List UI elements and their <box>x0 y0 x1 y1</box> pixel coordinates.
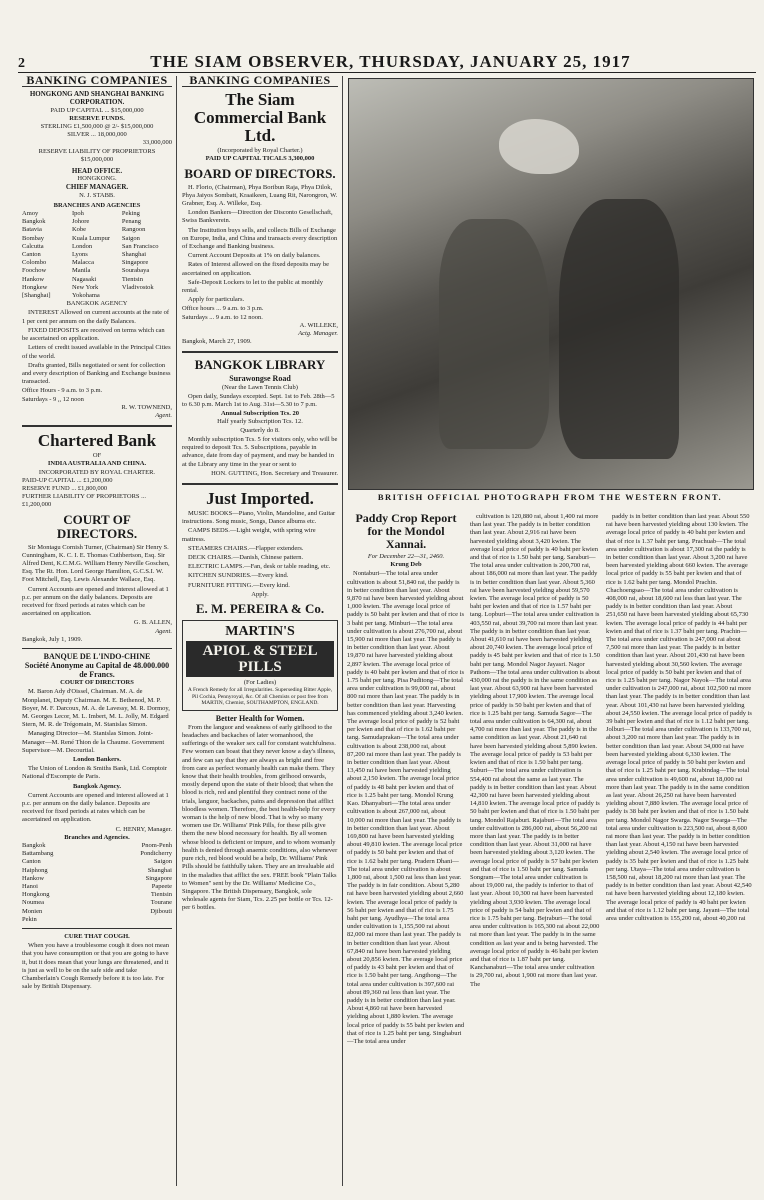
branch-item: Batavia <box>22 226 42 234</box>
branch-row: Monien Djibouti <box>22 907 172 915</box>
branch-item: Kobe <box>71 226 87 234</box>
bank-title: Chartered Bank <box>37 431 157 451</box>
capital-line: FURTHER LIABILITY OF PROPRIETORS ... £1,200,000 <box>22 493 147 509</box>
branches2-list <box>22 842 172 924</box>
agent-name: G. B. ALLEN, <box>133 619 172 627</box>
article-headline: Paddy Crop Report for the Mondol Xannai. <box>355 512 457 551</box>
column-paddy-3 <box>606 512 752 1188</box>
bank-sub: OF <box>92 452 102 460</box>
masthead <box>18 50 756 73</box>
column-paddy-1 <box>347 512 465 1188</box>
bank-region: INDIA AUSTRALIA AND CHINA. <box>47 460 147 468</box>
board-directors: H. Florio, (Chairman), Phya Boribun Raja, Phya Dilok, Phya Jaiyos Sombatt, Kraaikeen, Luang Rit, Narongron, W. Grabner, Esq. A. Willeke, Esq. <box>182 183 338 208</box>
pills-ad <box>182 620 338 711</box>
court-directors: Sir Montagu Cornish Turner, (Chairman) Sir Henry S. Cunningham, K. C. I. E. Thomas Cuthbertson, Esq. Sir Alfred Dent, K.C.M.G. William Henry Neville Goschen, Esq. The Rt. Hon. Lord George Hamilton, G.C.S.I. W. Foot Mitchell, Esq. Lewis Alexander Wallace, Esq. <box>22 543 170 584</box>
branch-row: Battambang Pondicherry <box>22 850 172 858</box>
war-photograph <box>348 78 754 490</box>
column-banking-2 <box>182 76 338 1188</box>
branch-item: Penang <box>121 218 142 226</box>
branch-item: Hongkew <box>22 283 48 291</box>
paid-capital: PAID UP CAPITAL TICALS 3,300,000 <box>205 155 315 163</box>
paragraph: Rates of Interest allowed on the fixed deposits may be ascertained on application. <box>182 261 329 277</box>
branches-title: BRANCHES AND AGENCIES <box>53 201 141 209</box>
branch-item: Vladivostok <box>121 283 154 291</box>
court-title: COURT OF DIRECTORS <box>60 679 134 687</box>
branch-row: Haiphong Shanghai <box>22 866 172 874</box>
column-banking-1 <box>22 76 172 1188</box>
chief-manager-name: N. J. STABB. <box>79 191 115 199</box>
pills-sub: (For Ladies) <box>243 678 277 686</box>
saturday-hours: Saturdays - 9 ,, 12 noon <box>22 395 84 403</box>
paragraph: Letters of credit issued available in the Principal Cities of the world. <box>22 344 171 360</box>
branch-item: Tientsin <box>121 275 143 283</box>
article-body: paddy is in better condition than last year. About 550 rai have been harvested yielding about 130 kwien. The average local price of paddy is 40 baht per kwien and that of rice is 1.37 baht per tang. Prachuab—The total area under cultivation is about 17,300 rai the paddy is in better condition than last year. About 3,200 rai have been harvested yielding about 660 kwien. The average local price of paddy is 55 baht per kwien and that of rice is 1.62 baht per tang. Mondol Prachin. Chachoengsao—The total area under cultivation is 408,000 rai, about 18,600 rai less than last year. The paddy is in better condition than last year. About 251,650 rai have been harvested yielding about 65,730 kwien. The average local price of paddy is 44 baht per kwien and that of rice is 1.37 baht per tang. Prachin—The total area under cultivation is 247,000 rai about 7,500 rai more than last year. The paddy is in better condition than last year. About 201,430 rai have been harvested yielding about 30,560 kwien. The average local price of paddy is 50 baht per kwien and that of rice is 1.25 baht per tang. Nagor Nayok—The total area under cultivation is 247,000 rai, about 102,500 rai more than last year. The paddy is in better condition than last year. About 101,430 rai have been harvested yielding about 24,550 kwien. The average local price of paddy is 39 baht per kwien and that of rice is 1.12 baht per tang. Jolburi—The total area under cultivation is 133,700 rai, about 3,200 rai more than last year. The paddy is in better condition than last year. About 34,000 rai have been harvested yielding about 6,330 kwien. The average local price of paddy is 50 baht per kwien and that of rice is 1.25 baht per tang. Krabindag—The total area under cultivation is 49,600 rai, about 18,000 rai more than last year. The paddy is in the same condition as last year. About 26,250 rai have been harvested yielding about 7,880 kwien. The average local price of paddy is 38 baht per kwien and that of rice is 1.50 baht per tang. Mondol Nagor Swarga. Nagor Swarga—The total area under cultivation is 223,500 rai, about 8,600 rai more than last year. The paddy is in better condition than last year. About 4,150 rai have been harvested yielding about 2,540 kwien. The average local price of paddy is 35 baht per kwien and that of rice is 1.25 baht per tang. Utaya—The total area under cultivation is 158,500 rai, about 18,200 rai more than last year. The paddy is in better condition than last year. About 42,540 rai have been harvested yielding about 12,180 kwien. The average local price of paddy is 40 baht per kwien and that of rice is 1.12 baht per tang. Jayant—The total area under cultivation is 155,200 rai, about 40,200 rai <box>606 513 752 922</box>
branch-row: Hanoi Papeete <box>22 883 172 891</box>
branch-item: New York <box>71 283 99 291</box>
agent-title: Agent. <box>155 627 172 635</box>
board-title: BOARD OF DIRECTORS. <box>184 165 336 181</box>
branch-item: Sourabaya <box>121 267 150 275</box>
branch-item: Singapore <box>121 259 149 267</box>
secretary: HON. GUTTING, Hon. Secretary and Treasurer. <box>211 469 338 477</box>
capital-line: PAID-UP CAPITAL ... £1,200,000 <box>22 476 113 484</box>
column-rule <box>176 76 177 1186</box>
branch-item: San Francisco <box>121 242 159 250</box>
branch-item: Peking <box>121 210 140 218</box>
branch-item: [Shanghai] <box>22 292 51 300</box>
branch-item: Lyons <box>71 251 88 259</box>
paragraph: Apply for particulars. <box>188 296 245 304</box>
branch-item: Hankow <box>22 275 45 283</box>
paragraph: London Bankers—Direction der Disconto Gesellschaft, Swiss Bankverein. <box>182 209 333 225</box>
branches-grid <box>22 210 172 300</box>
newspaper-title: THE SIAM OBSERVER, THURSDAY, JANUARY 25, 1917 <box>150 52 631 71</box>
section-title: Krung Deb <box>390 561 422 569</box>
head-office-city: HONGKONG. <box>77 175 117 183</box>
branch-row: Bangkok Pnom-Penh <box>22 842 172 850</box>
branch-item: Colombo <box>22 259 47 267</box>
agent-name: C. HENRY, Manager. <box>115 825 172 833</box>
article-dateline: For December 22—31, 2460. <box>367 553 445 560</box>
bangkok-agency-label: BANGKOK AGENCY <box>66 300 128 308</box>
item: MUSIC BOOKS—Piano, Violin, Mandoline, and Guitar instructions. Song music, Songs, Dance albums etc. <box>182 509 336 526</box>
company-name: E. M. PEREIRA & Co. <box>195 600 325 616</box>
capital-list <box>22 107 172 164</box>
bank-title: BANQUE DE L'INDO-CHINE <box>43 651 151 661</box>
branch-item: Kuala Lumpur <box>71 234 111 242</box>
subscription-title: Annual Subscription Tcs. 20 <box>220 410 300 418</box>
branches-title: Branches and Agencies. <box>64 833 130 841</box>
paragraph: Drafts granted, Bills negotiated or sent for collection and every description of Banking and Exchange business transacted. <box>22 361 171 386</box>
just-imported-title: Just Imported. <box>206 488 314 508</box>
branch-item: Rangoon <box>121 226 146 234</box>
branch-row: Pekin <box>22 915 37 923</box>
branch-item: Saigon <box>121 234 140 242</box>
column-paddy-2 <box>470 512 600 1188</box>
item: FURNITURE FITTING.—Every kind. <box>188 581 290 589</box>
branch-row: Noumea Tourane <box>22 899 172 907</box>
branch-item: London <box>71 242 93 250</box>
section-header: BANKING COMPANIES <box>182 76 338 87</box>
capital-line: RESERVE FUNDS. <box>69 114 125 122</box>
branch-item: Shanghai <box>121 251 147 259</box>
photo-caption: BRITISH OFFICIAL PHOTOGRAPH FROM THE WESTERN FRONT. <box>377 492 723 502</box>
paragraph: INTEREST Allowed on current accounts at the rate of 1 per cent per annum on the daily Balances. <box>22 309 170 325</box>
branch-item: Johore <box>71 218 90 226</box>
branch-item: Foochow <box>22 267 47 275</box>
pills-text: A French Remedy for all Irregularities. Superseding Bitter Apple, Pil Cochia, Pennyroyal, &c. Of all Chemists or post free from MARTIN, Chemist, SOUTHAMPTON, ENGLAND. <box>187 687 333 707</box>
capital-line: PAID UP CAPITAL ... $15,000,000 <box>50 106 144 114</box>
paragraph: Current Accounts are opened and interest allowed at 1 p.c. per annum on the daily balance. Deposits are received for fixed periods at rates which can be ascertained on application. <box>22 791 169 824</box>
chief-manager-label: CHIEF MANAGER. <box>65 183 129 192</box>
branch-item: Yokohama <box>71 292 100 300</box>
item: CAMPS BEDS.—Light weight, with spring wire mattress. <box>182 527 316 543</box>
branch-item: Nagasaki <box>71 275 97 283</box>
paragraph: FIXED DEPOSITS are received on terms which can be ascertained on application. <box>22 326 165 343</box>
library-sub: Surawongse Road <box>229 374 291 384</box>
article-body: Nontaburi—The total area under cultivation is about 51,840 rai, the paddy is in better condition than last year. About 9,870 rai have been harvested yielding about 1,000 kwien. The average local price of paddy is 50 baht per kwien and that of rice is 3 baht per tang. Minburi—The total area under cultivation is about 276,700 rai, about 15,900 rai more than last year. The paddy is in better condition than last year. About 19,870 rai have harvested yielding about 2,897 kwien. The average local price of paddy is 40 baht per kwien and that of rice is 1.75 baht per tang. Pisa Puditong—The total area under cultivation is 99,000 rai, about 800 rai more than last year. The paddy is in better condition than last year. Harvesting has commenced yielding about 3,240 kwien. The average local price of paddy is 52 baht per kwien and that of rice is 1.62 baht per tang. Samudaprakan—The total area under cultivation is about 238,000 rai, about 87,200 rai more than last year. The paddy is in better condition than last year. About 13,450 rai have been harvested yielding about 2,150 kwien. The average local price of paddy is 48 baht per kwien and that of rice is 1.25 baht per tang. Mondol Krung Kao. Dhanyaburi—The total area under cultivation is about 267,000 rai, about 10,000 rai more than last year. The paddy is in better condition than last year. About 169,800 rai have been harvested yielding about 49,810 kwien. The average local price of paddy is 50 baht per kwien and that of rice is 1.62 baht per tang. Pradern Dhani—The total area under cultivation is about 1,800 rai, about 1,500 rai less than last year. The paddy is in fair condition. About 5,280 rai have been harvested yielding about 2,660 kwien. The average local price of paddy is 56 baht per kwien and that of rice is 1.75 baht per tang. Ayudhya—The total area under cultivation is 1,155,500 rai about 82,000 rai more than last year. The paddy is in better condition than last year. About 67,840 rai have been harvested yielding about 20,856 kwien. The average local price of paddy is 43 baht per kwien and that of rice is 1.50 baht per tang. Angthong—The total area under cultivation is 397,600 rai about 89,360 rai less than last year. The paddy is in better condition than last year. About 4,860 rai have been harvested yielding about 1,880 kwien. The average local price of paddy is 55 baht per kwien and that of rice is 1.25 baht per tang. Singhaburi—The total area under <box>347 570 465 1045</box>
section-header: BANKING COMPANIES <box>22 76 172 87</box>
item: ELECTRIC LAMPS.—Fan, desk or table reading, etc. <box>188 563 331 571</box>
subscription-line: Quarterly do 8. <box>240 426 280 434</box>
column-rule <box>342 76 343 1186</box>
paragraph: Current Accounts are opened and interest allowed at 1 p.c. per annum on the daily balances. Deposits are received for fixed periods at rates which can be ascertained on application. <box>22 585 169 618</box>
library-near: (Near the Lawn Tennis Club) <box>222 383 298 391</box>
library-title: BANGKOK LIBRARY <box>194 357 326 373</box>
capital-line: STERLING £1,500,000 @ 2/- $15,000,000 <box>40 123 154 131</box>
branch-item: Bangkok <box>22 218 46 226</box>
capital-line: RESERVE LIABILITY OF PROPRIETORS $15,000,000 <box>38 147 156 163</box>
article-body: From the languor and weakness of early girlhood to the headaches and backaches of later womanhood, the sufferings of the weaker sex call for constant watchfulness. Few women can boast that they never know a day's illness, and few can say that they are always as bright and free from care as perfect womanly health can make them. They know that their health troubles, from girlhood onwards, mostly depend upon the state of their blood; that when the blood is rich, red and plentiful they contract none of the trials, languor, backaches, pains and depression that afflict bloodless women. Therefore, the best health-help for every woman is the help of new blood. That is why so many women use Dr. Williams' Pink Pills, for these pills give them the new blood necessary for health. By all women whose blood is deficient or impure, and to whom womanly health is denied through anaemic conditions, also whenever pure rich, red blood would be a help, Dr. Williams' Pink Pills should be faithfully taken. They are an invaluable aid in the maladies that afflict the sex. FREE book "Plain Talks to Women" sent by the Dr. Williams' Medicine Co., Singapore. The British Dispensary, Bangkok, sole wholesale agents for Siam, Tcs. 2.25 per bottle or Tcs. 12-per 6 bottles. <box>182 723 338 912</box>
dateline: Bangkok, July 1, 1909. <box>22 635 83 643</box>
head-office-label: HEAD OFFICE. <box>71 167 123 176</box>
court-directors: M. Baron Ady d'Oissel, Chairman. M. A. de Monplanet, Deputy Chairman. M. E. Bethenod, M. P. Boyer, M. F. Darcoux, M. A. de Lavessy, M. R. Dormoy, M. Georges Lecor, M. L. Imbert, M. L. Jolly, M. Edgard Stern, M. R. de Trégomain, M. Stanislas Simon. <box>22 688 170 729</box>
branch-item: Ipoh <box>71 210 84 218</box>
agent-name: A. WILLEKE, <box>299 321 338 329</box>
item: KITCHEN SUNDRIES.—Every kind. <box>188 572 289 580</box>
paragraph: Open daily, Sundays excepted. Sept. 1st to Feb. 28th—5 to 6.30 p.m. March 1st to Aug. 31st—5.30 to 7 p.m. <box>182 392 335 409</box>
office-hours: Office Hours - 9 a.m. to 3 p.m. <box>22 387 103 395</box>
branch-item: Manila <box>71 267 91 275</box>
agent-title: Actg. Manager. <box>298 330 338 338</box>
item: DECK CHAIRS.—Danish, Chinese pattern. <box>188 553 304 561</box>
court-title: COURT OF DIRECTORS. <box>56 511 138 541</box>
bangkok-agency-title: Bangkok Agency. <box>72 782 122 790</box>
apply-label: Apply. <box>251 590 269 598</box>
office-hours: Office hours ... 9 a.m. to 3 p.m. <box>182 305 264 313</box>
paragraph: Safe-Deposit Lockers to let to the public at monthly rental. <box>182 278 324 295</box>
dateline: Bangkok, March 27, 1909. <box>182 338 252 346</box>
pills-brand: MARTIN'S <box>225 623 295 639</box>
cough-text: When you have a troublesome cough it does not mean that you have consumption or that you are going to have it, but it does mean that your lungs are threatened, and it is just as well to be on the safe side and take Chamberlain's Cough Remedy before it is too late. For sale by British Dispensary. <box>22 942 169 991</box>
agent-title: Agent. <box>155 411 172 419</box>
branch-row: Hankow Singapore <box>22 874 172 882</box>
branch-row: Hongkong Tientsin <box>22 891 172 899</box>
bank-title: The Siam Commercial Bank Ltd. <box>193 90 327 146</box>
branch-item: Bombay <box>22 234 45 242</box>
saturday-hours: Saturdays ... 9 a.m. to 12 noon. <box>182 313 263 321</box>
paragraph: Managing Director—M. Stanislas Simon. Joint-Manager—M. René Thion de la Chaume. Government Supervisor—M. Decourtial. <box>22 730 165 754</box>
branch-item: Canton <box>22 251 41 259</box>
capital-line: RESERVE FUND ... £1,800,000 <box>22 484 108 492</box>
pills-name: APIOL & STEEL PILLS <box>186 641 334 677</box>
bank-incorporation: (Incorporated by Royal Charter.) <box>217 147 303 155</box>
branch-row: Canton Saigon <box>22 858 172 866</box>
paragraph: The Institution buys sells, and collects Bills of Exchange on Europe, India, and China and transacts every description of Exchange and Banking business. <box>182 226 338 251</box>
branch-item: Calcutta <box>22 242 44 250</box>
bank-name: HONGKONG AND SHANGHAI BANKING CORPORATION. <box>29 90 165 107</box>
agent-name: R. W. TOWNEND, <box>121 403 172 411</box>
branch-item: Amoy <box>22 210 39 218</box>
subscription-line: Half yearly Subscription Tcs. 12. <box>217 418 303 426</box>
capital-line: 33,000,000 <box>142 139 172 147</box>
article-title: Better Health for Women. <box>215 713 305 723</box>
branch-item: Malacca <box>71 259 94 267</box>
article-body: cultivation is 120,880 rai, about 1,400 rai more than last year. The paddy is in better condition than last year. About 2,916 rai have been harvested yielding about 3,420 kwien. The average local price of paddy is 40 baht per kwien and that of rice is 1.50 baht per tang. Saraburi—The total area under cultivation is 200,700 rai, about 186,000 rai more than last year. The paddy is in better condition than last year. About 5,360 rai have been harvested yielding about 59,570 kwien. The average local price of paddy is 50 baht per kwien and that of rice is 1.57 baht per tang. Lopburi—The total area under cultivation is 403,550 rai, about 39,700 rai more than last year. The paddy is in better condition than last year. About 41,610 rai have been harvested yielding about 20,740 kwien. The average local price of paddy is 45 baht per kwien and that of rice is 1.50 baht per tang. Mondol Nagor Jayasri. Nagor Pathom—The total area under cultivation is about 430,000 rai the paddy is in the same condition as last year. About 63,900 rai have been harvested yielding about 17,900 kwien. The average local price of paddy is 50 baht per kwien and that of rice is 1.25 baht per tang. Samuda Sagor—The total area under cultivation is 64,300 rai, about 4,700 rai more than last year. The paddy is in the same condition as last year. About 21,640 rai have been harvested yielding about 5,890 kwien. The average local price of paddy is 53 baht per kwien and that of rice is 1.50 baht per tang. Suburi—The total area under cultivation is 554,400 rai about the same as last year. The paddy is in better condition than last year. About 42,300 rai have been harvested yielding about 14,810 kwien. The average local price of paddy is 50 baht per kwien and that of rice is 1.50 baht per tang. Mondol Rajaburi. Rajaburi—The total area under cultivation is 286,000 rai, about 56,200 rai more than last year. The paddy is in better condition than last year. About 31,000 rai have been harvested yielding about 3,120 kwien. The average local price of paddy is 57 baht per kwien and that of rice is 1.50 baht per tang. Samuda Songram—The total area under cultivation is about 19,000 rai, the paddy is inferior to that of last year. About 10,300 rai have been harvested yielding about 3,930 kwien. The average local price of paddy is 54 baht per kwien and that of rice is 1.75 baht per tang. Bejraburi—The total area under cultivation is 165,300 rai about 22,000 rai more than last year. The paddy is in the same condition as last year and is being harvested. The average local price of paddy is 46 baht per kwien and that of rice is 1.87 baht per tang. Kanchanaburi—The total area under cultivation is 29,700 rai, about 1,900 rai more than last year. The <box>470 513 600 988</box>
cough-title: CURE THAT COUGH. <box>64 933 130 941</box>
capital-line: SILVER ... 18,000,000 <box>67 131 127 139</box>
bank-sub: Société Anonyme au Capital de 48.000.000 de Francs. <box>24 661 170 680</box>
london-bankers-title: London Bankers. <box>72 756 122 764</box>
bank-incorporation: INCORPORATED BY ROYAL CHARTER. <box>38 468 156 476</box>
item: STEAMERS CHAIRS.—Flapper extenders. <box>188 544 304 552</box>
page-number: 2 <box>18 56 25 71</box>
paragraph: The Union of London & Smiths Bank, Ltd. Comptoir National d'Escompte de Paris. <box>22 765 168 781</box>
paragraph: Monthly subscription Tcs. 5 for visitors only, who will be required to deposit Tcs. 5. Subscriptions, payable in advance, date from day of payment, and may be handed in at the Library any time in the year or sent to <box>182 435 338 468</box>
paragraph: Current Account Deposits at 1% on daily balances. <box>188 252 321 260</box>
